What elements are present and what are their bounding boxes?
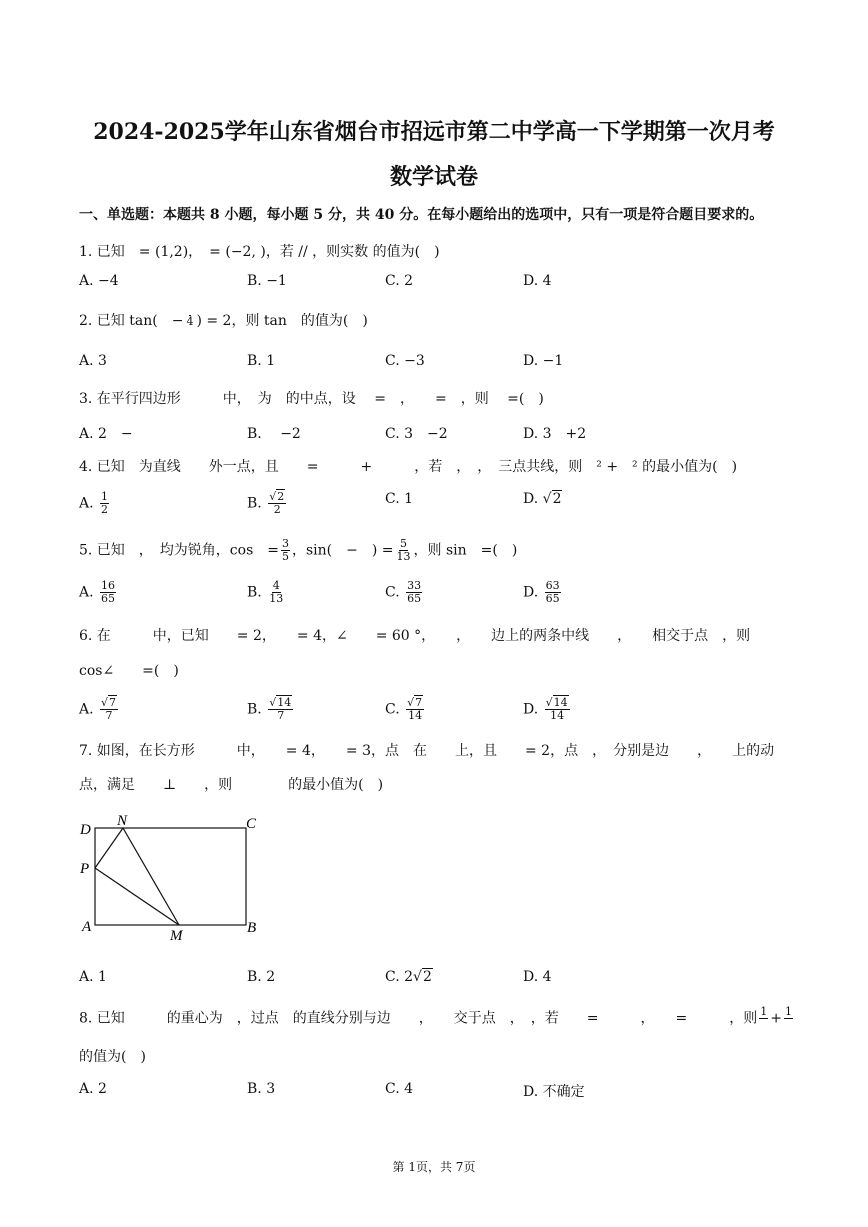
label-c: C xyxy=(246,816,257,832)
q4-option-b xyxy=(247,491,288,516)
sqrt-icon: √ xyxy=(269,696,277,709)
q5-option-d xyxy=(523,580,563,605)
q6-c-den: 14 xyxy=(408,709,423,722)
question-1-stem: 1. 已知 = (1,2)， = (−2, )，若 // ，则实数 的值为( ) xyxy=(79,244,440,260)
q5-a-num: 16 xyxy=(101,579,116,592)
q8-f2-den xyxy=(788,1019,790,1031)
q6-c-rad: 7 xyxy=(415,696,423,709)
q2-option-d: D. −1 xyxy=(523,353,564,369)
q6-option-c xyxy=(385,697,426,722)
sqrt-icon: √ xyxy=(545,696,553,709)
question-8-options xyxy=(0,1081,868,1111)
question-3-options xyxy=(0,423,868,453)
question-7-options xyxy=(0,969,868,999)
question-5-options xyxy=(0,580,868,610)
question-2-options xyxy=(0,353,868,383)
q6-a-den: 7 xyxy=(105,709,113,722)
q5-f1-num: 3 xyxy=(282,537,289,550)
q5-stem-p3: ，则 sin =( ) xyxy=(413,542,518,559)
label-d: D xyxy=(80,822,91,838)
question-6-options xyxy=(0,697,868,727)
q6-option-b xyxy=(247,697,295,722)
q2-option-b: B. 1 xyxy=(247,353,276,369)
q6-option-d xyxy=(523,697,572,722)
q1-option-a: A. −4 xyxy=(79,273,119,289)
q4-option-c: C. 1 xyxy=(385,491,414,507)
q8-option-a: A. 2 xyxy=(79,1081,107,1097)
q6-b-den: 7 xyxy=(277,709,285,722)
q4-option-d xyxy=(523,491,562,507)
question-8-stem-line2: 的值为( ) xyxy=(79,1049,146,1065)
q1-option-c: C. 2 xyxy=(385,273,414,289)
rectangle-figure xyxy=(75,810,275,949)
q4-d-prefix: D. xyxy=(523,491,543,507)
q6-d-den: 14 xyxy=(550,709,565,722)
label-p: P xyxy=(80,861,90,877)
q5-d-den: 65 xyxy=(545,592,560,605)
q8-f2-num: 1 xyxy=(785,1005,793,1018)
q7-option-c xyxy=(385,969,433,985)
q6-c-prefix: C. xyxy=(385,701,405,718)
q5-b-prefix: B. xyxy=(247,584,267,601)
q7-c-prefix: C. 2 xyxy=(385,969,414,985)
question-1-options xyxy=(0,273,868,303)
q5-a-prefix: A. xyxy=(79,584,99,601)
sqrt-icon: √ xyxy=(542,491,552,507)
segment-pn xyxy=(95,828,123,868)
q5-b-den: 13 xyxy=(269,592,284,605)
exam-title-line1: 2024-2025学年山东省烟台市招远市第二中学高一下学期第一次月考 xyxy=(93,119,775,145)
q3-option-d: D. 3 +2 xyxy=(523,426,587,442)
q6-d-prefix: D. xyxy=(523,701,543,718)
q5-stem-p2: ，sin( − ) = xyxy=(292,542,394,559)
q8-stem-p1: 8. 已知 的重心为 ，过点 的直线分别与边 ， 交于点 ， ，若 = ， = ，则 xyxy=(79,1010,758,1027)
q5-c-den: 65 xyxy=(407,592,422,605)
q8-option-c: C. 4 xyxy=(385,1081,414,1097)
q6-b-rad: 14 xyxy=(277,696,292,709)
q5-option-c xyxy=(385,580,424,605)
q6-c-frac xyxy=(406,697,424,722)
q5-frac2 xyxy=(396,538,412,563)
label-b: B xyxy=(247,920,257,936)
q5-option-a xyxy=(79,580,118,605)
q5-c-num: 33 xyxy=(407,579,422,592)
q6-b-prefix: B. xyxy=(247,701,267,718)
q2-fraction xyxy=(185,315,194,328)
label-m: M xyxy=(170,928,183,944)
label-n: N xyxy=(117,813,128,829)
q6-option-a xyxy=(79,697,120,722)
section-heading: 一、单选题：本题共 8 小题，每小题 5 分，共 40 分。在每小题给出的选项中，只有一项是符合题目要求的。 xyxy=(79,207,764,223)
q4-b-den: 2 xyxy=(273,503,281,516)
question-6-stem-line2: cos∠ =( ) xyxy=(79,663,179,679)
label-a: A xyxy=(82,919,92,935)
q2-stem-prefix: 2. 已知 tan( − xyxy=(79,313,184,329)
sqrt-icon: √ xyxy=(407,696,415,709)
question-4-stem: 4. 已知 为直线 外一点，且 = + ，若 ， ， 三点共线，则 ² + ² 的最小值为( ) xyxy=(79,459,738,475)
q5-option-b xyxy=(247,580,286,605)
q4-b-rad: 2 xyxy=(277,490,285,503)
q8-plus: + xyxy=(770,1010,783,1027)
q7-option-a: A. 1 xyxy=(79,969,107,985)
q5-d-num: 63 xyxy=(545,579,560,592)
q5-f2-den: 13 xyxy=(396,550,411,563)
q8-f1-den xyxy=(763,1019,765,1031)
q5-stem-p1: 5. 已知 ， 均为锐角，cos = xyxy=(79,542,279,559)
q4-a-den: 2 xyxy=(101,503,109,516)
q5-f2-num: 5 xyxy=(400,537,408,550)
sqrt-icon: √ xyxy=(269,490,277,503)
segment-nm xyxy=(123,828,179,925)
q4-b-frac xyxy=(268,491,286,516)
q4-a-frac xyxy=(100,491,109,516)
q1-option-d: D. 4 xyxy=(523,273,552,289)
question-8-stem-line1 xyxy=(79,1006,795,1031)
q6-a-frac xyxy=(100,697,118,722)
q8-option-d: D. 不确定 xyxy=(523,1084,585,1100)
segment-pm xyxy=(95,868,179,925)
question-5-stem xyxy=(79,538,517,563)
q5-c-frac xyxy=(406,580,422,605)
q8-f1-num: 1 xyxy=(760,1005,768,1018)
q4-d-rad: 2 xyxy=(552,491,562,507)
q4-a-prefix: A. xyxy=(79,495,99,512)
q2-option-a: A. 3 xyxy=(79,353,107,369)
q1-option-b: B. −1 xyxy=(247,273,287,289)
q7-option-b: B. 2 xyxy=(247,969,276,985)
q5-b-num: 4 xyxy=(272,579,280,592)
q5-f1-den: 5 xyxy=(282,550,289,563)
exam-title-line2: 数学试卷 xyxy=(389,164,478,190)
q5-d-frac xyxy=(545,580,561,605)
q2-frac-den: 4 xyxy=(186,314,194,328)
question-7-stem-line1: 7. 如图，在长方形 中， = 4， = 3，点 在 上，且 = 2，点 ， 分别是边 ， 上的动 xyxy=(79,743,775,759)
q5-b-frac xyxy=(268,580,284,605)
q5-frac1 xyxy=(281,538,290,563)
q3-option-a: A. 2 − xyxy=(79,426,133,442)
question-4-options xyxy=(0,491,868,521)
sqrt-icon: √ xyxy=(101,696,109,709)
q6-a-rad: 7 xyxy=(109,696,117,709)
rectangle-diagram xyxy=(75,810,275,945)
q3-option-c: C. 3 −2 xyxy=(385,426,448,442)
q2-stem-suffix: ) = 2，则 tan 的值为( ) xyxy=(196,313,368,329)
q6-d-frac xyxy=(545,697,570,722)
question-3-stem: 3. 在平行四边形 中， 为 的中点，设 = ， = ，则 =( ) xyxy=(79,391,544,407)
q8-option-b: B. 3 xyxy=(247,1081,276,1097)
q8-frac1 xyxy=(759,1006,768,1031)
q8-frac2 xyxy=(784,1006,793,1031)
question-6-stem-line1: 6. 在 中，已知 = 2， = 4，∠ = 60 °， ， 边上的两条中线 ， 相交于点 ，则 xyxy=(79,628,751,644)
q6-d-rad: 14 xyxy=(553,696,568,709)
q2-option-c: C. −3 xyxy=(385,353,425,369)
q6-b-frac xyxy=(268,697,293,722)
q7-option-d: D. 4 xyxy=(523,969,552,985)
q7-c-rad: 2 xyxy=(422,969,432,985)
q6-a-prefix: A. xyxy=(79,701,99,718)
q5-c-prefix: C. xyxy=(385,584,405,601)
q4-a-num: 1 xyxy=(101,490,109,503)
q5-a-den: 65 xyxy=(101,592,116,605)
page-footer: 第 1页，共 7页 xyxy=(392,1160,476,1174)
q4-b-prefix: B. xyxy=(247,495,267,512)
q4-option-a xyxy=(79,491,111,516)
q3-option-b: B. −2 xyxy=(247,426,301,442)
q5-d-prefix: D. xyxy=(523,584,543,601)
question-7-stem-line2: 点，满足 ⊥ ，则 的最小值为( ) xyxy=(79,777,384,793)
question-2-stem xyxy=(79,310,368,330)
sqrt-icon: √ xyxy=(413,969,422,985)
q5-a-frac xyxy=(100,580,116,605)
